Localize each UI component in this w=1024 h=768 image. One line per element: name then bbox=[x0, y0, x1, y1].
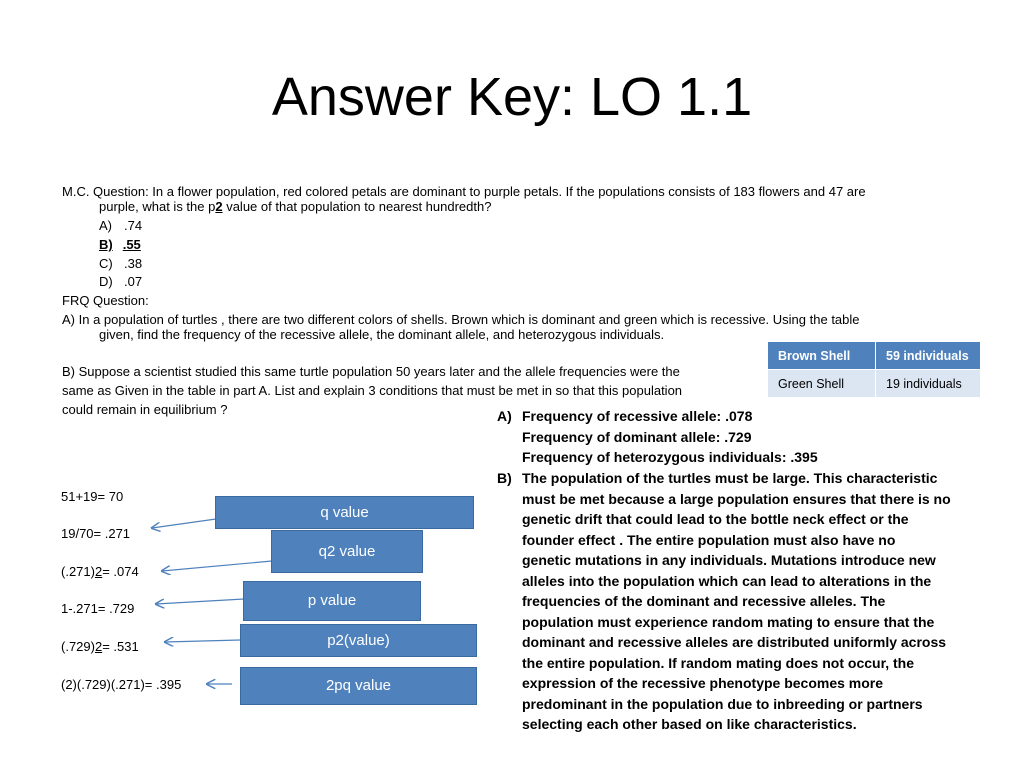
mc-option-value: .38 bbox=[124, 256, 143, 271]
mc-option-letter: B) bbox=[99, 237, 113, 252]
table-cell-color: Green Shell bbox=[768, 370, 876, 398]
work-sum: 51+19= 70 bbox=[61, 489, 124, 504]
mc-option-value: .74 bbox=[124, 218, 143, 233]
work-p2-post: = .531 bbox=[102, 639, 139, 654]
mc-option-letter: C) bbox=[99, 256, 113, 271]
q2-value-box: q2 value bbox=[271, 530, 423, 573]
work-pq: (2)(.729)(.271)= .395 bbox=[61, 677, 182, 692]
work-q2-pre: (.271) bbox=[61, 564, 95, 579]
table-cell-count: 19 individuals bbox=[876, 370, 981, 398]
answer-b-line: the entire population. If random mating does not occur, the bbox=[522, 654, 915, 671]
p2-value-box: p2(value) bbox=[240, 624, 477, 657]
arrow-q bbox=[152, 519, 216, 528]
answer-a-label: A) bbox=[497, 408, 512, 424]
work-p2-exponent: 2 bbox=[94, 639, 103, 654]
arrow-q2 bbox=[162, 561, 272, 571]
answer-b-line: founder effect . The entire population must also have no bbox=[522, 531, 896, 548]
arrow-p bbox=[156, 599, 244, 604]
mc-question-exponent: 2 bbox=[215, 199, 223, 214]
answer-a-line: Frequency of heterozygous individuals: .395 bbox=[522, 449, 818, 465]
answer-b-line: The population of the turtles must be large. This characteristic bbox=[522, 470, 938, 486]
q-value-box: q value bbox=[215, 496, 474, 529]
work-p2-pre: (.729) bbox=[61, 639, 95, 654]
answer-b-line: predominant in the population due to inbreeding or partners bbox=[522, 695, 923, 712]
mc-option-value: .07 bbox=[124, 274, 143, 289]
answer-b-line: genetic drift that could lead to the bottle neck effect or the bbox=[522, 511, 909, 527]
frq-heading: FRQ Question: bbox=[62, 293, 149, 308]
answer-a-line: Frequency of dominant allele: .729 bbox=[522, 428, 752, 445]
answer-b-line: dominant and recessive alleles are distributed uniformly across bbox=[522, 634, 947, 650]
arrow-p2 bbox=[165, 640, 240, 642]
answer-b-line: must be met because a large population ensures that there is no bbox=[522, 490, 951, 507]
work-q2-post: = .074 bbox=[102, 564, 139, 579]
frq-b-line1: B) Suppose a scientist studied this same turtle population 50 years later and the allele frequencies were the bbox=[62, 364, 680, 379]
answer-b-line: population must experience random mating to ensure that the bbox=[522, 613, 935, 630]
answer-b-line: expression of the recessive phenotype becomes more bbox=[522, 675, 884, 691]
answer-b-line: frequencies of the dominant and recessive alleles. The bbox=[522, 593, 886, 609]
mc-option-value: .55 bbox=[122, 237, 141, 252]
answer-b-label: B) bbox=[497, 470, 512, 486]
frq-b-line3: could remain in equilibrium ? bbox=[62, 402, 228, 417]
mc-option-letter: A) bbox=[99, 218, 112, 233]
frq-a-line2: given, find the frequency of the recessive allele, the dominant allele, and heterozygous individuals. bbox=[99, 327, 665, 342]
frq-a-line1: A) In a population of turtles , there are two different colors of shells. Brown which is dominant and green which is recessive. Using the table bbox=[62, 312, 860, 327]
work-q: 19/70= .271 bbox=[61, 526, 131, 541]
2pq-value-box: 2pq value bbox=[240, 667, 477, 705]
mc-option-letter: D) bbox=[99, 274, 113, 289]
mc-question-line2-post: value of that population to nearest hundredth? bbox=[222, 199, 492, 214]
work-q2-exponent: 2 bbox=[94, 564, 103, 579]
table-cell-color: Brown Shell bbox=[768, 342, 876, 370]
mc-question-line1: M.C. Question: In a flower population, red colored petals are dominant to purple petals. If the populations consists of 183 flowers and 47 are bbox=[62, 184, 866, 199]
work-p: 1-.271= .729 bbox=[61, 601, 135, 616]
answer-b-line: selecting each other based on like characteristics. bbox=[522, 716, 857, 732]
p-value-box: p value bbox=[243, 581, 421, 621]
mc-question-line2-pre: purple, what is the p bbox=[99, 199, 216, 214]
answer-a-line: Frequency of recessive allele: .078 bbox=[522, 408, 753, 424]
answer-b-line: alleles into the population which can lead to alterations in the bbox=[522, 572, 932, 589]
answer-b-line: genetic mutations in any individuals. Mutations introduce new bbox=[522, 552, 936, 568]
slide-title: Answer Key: LO 1.1 bbox=[271, 67, 753, 127]
frq-b-line2: same as Given in the table in part A. List and explain 3 conditions that must be met in so that this population bbox=[62, 383, 683, 398]
table-cell-count: 59 individuals bbox=[876, 342, 981, 370]
